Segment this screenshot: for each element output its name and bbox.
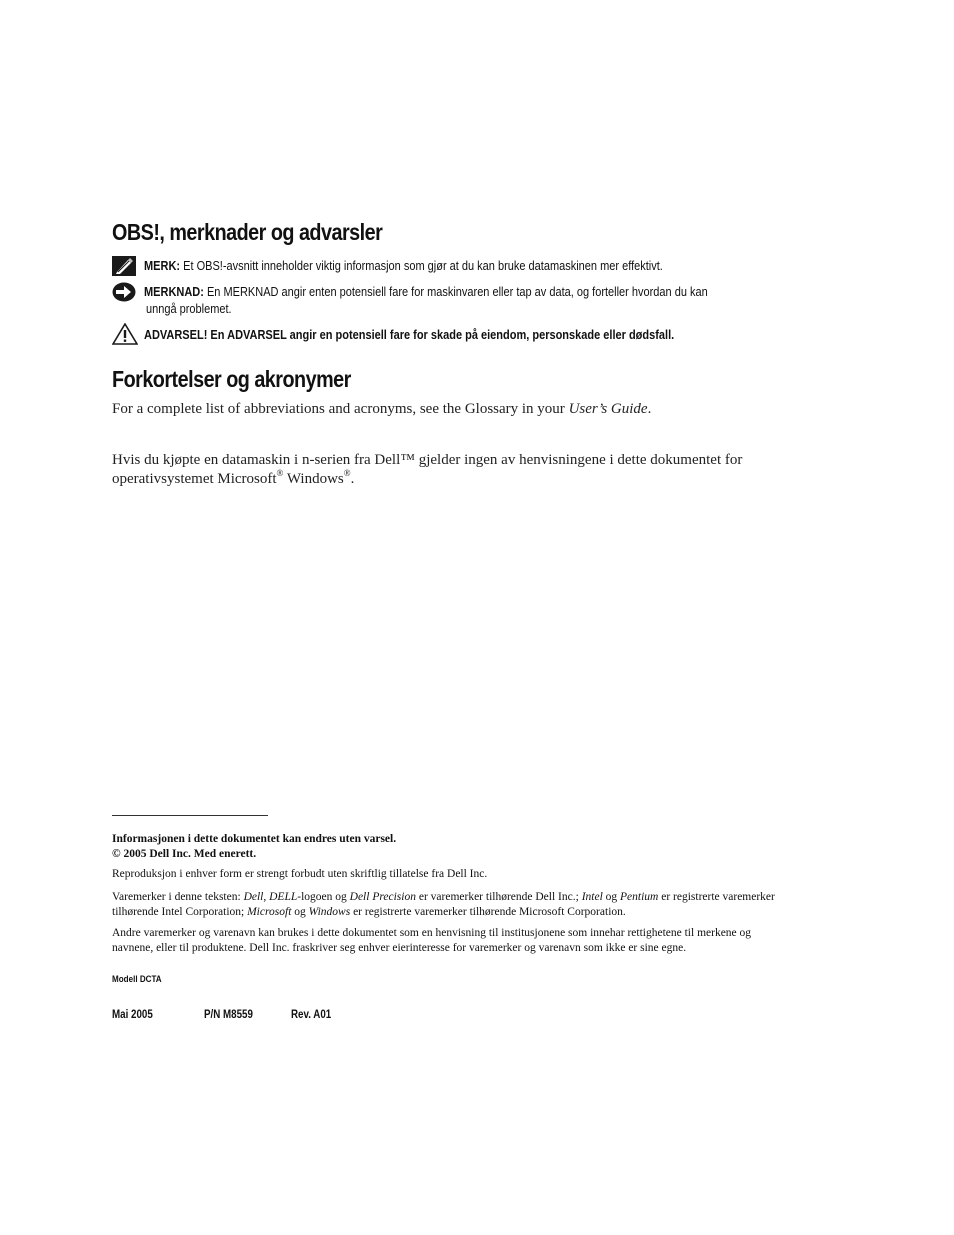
- para-text: .: [647, 401, 652, 417]
- trademark-line: Varemerker i denne teksten: Dell, DELL-logoen og Dell Precision er varemerker tilhørende Dell Inc.; Intel og Pentium er registrerte varemerker: [112, 891, 775, 903]
- note-body: En ADVARSEL angir en potensiell fare for skade på eiendom, personskade eller dødsfall.: [210, 328, 675, 342]
- warning-triangle-icon: [112, 323, 138, 348]
- note-merknad: [112, 282, 832, 318]
- note-body: En MERKNAD angir enten potensiell fare for maskinvaren eller tap av data, og forteller hvordan du kan: [206, 285, 708, 299]
- change-notice: [112, 832, 396, 861]
- section-heading-abbreviations: Forkortelser og akronymer: [112, 366, 351, 392]
- note-label: ADVARSEL!: [144, 328, 208, 342]
- note-body: Et OBS!-avsnitt inneholder viktig informasjon som gjør at du kan bruke datamaskinen mer effektivt.: [183, 259, 663, 273]
- notice-line: navnene, eller til produktene. Dell Inc. fraskriver seg enhver eierinteresse for varemerker og varenavn som ikke er sine egne.: [112, 941, 687, 954]
- note-body-continued: unngå problemet.: [146, 302, 232, 316]
- para-text: .: [350, 471, 355, 487]
- footer-divider: [112, 815, 268, 816]
- abbreviations-paragraph: [112, 400, 651, 419]
- model-number: Modell DCTA: [112, 974, 162, 985]
- registered-mark: ®: [276, 468, 284, 478]
- note-label: MERKNAD:: [144, 285, 204, 299]
- publication-date: Mai 2005: [112, 1009, 153, 1021]
- revision: Rev. A01: [291, 1009, 332, 1021]
- trademarks-notice: [112, 890, 775, 919]
- note-label: MERK:: [144, 259, 181, 273]
- reproduction-notice: Reproduksjon i enhver form er strengt forbudt uten skriftlig tillatelse fra Dell Inc.: [112, 868, 488, 880]
- other-trademarks-notice: [112, 926, 751, 955]
- para-text: operativsystemet Microsoft: [112, 471, 277, 487]
- para-text: For a complete list of abbreviations and acronyms, see the Glossary in your: [112, 401, 569, 417]
- note-merk: [112, 256, 832, 278]
- trademark-line: tilhørende Intel Corporation; Microsoft og Windows er registrerte varemerker tilhørende Microsoft Corporation.: [112, 905, 626, 918]
- notice-arrow-icon: [112, 282, 136, 305]
- users-guide-title: User’s Guide: [568, 401, 648, 417]
- para-line: [112, 470, 742, 489]
- notice-line: Andre varemerker og varenavn kan brukes i dette dokumentet som en henvisning til institusjonene som innehar rettighetene til merkene og: [112, 927, 752, 939]
- section-heading-notes: OBS!, merknader og advarsler: [112, 219, 383, 245]
- para-text: Windows: [283, 471, 344, 487]
- n-series-paragraph: [112, 451, 742, 489]
- pencil-note-icon: [112, 256, 136, 279]
- part-number: P/N M8559: [204, 1009, 253, 1021]
- para-line: Hvis du kjøpte en datamaskin i n-serien fra Dell™ gjelder ingen av henvisningene i dette dokumentet for: [112, 452, 743, 468]
- copyright-line: © 2005 Dell Inc. Med enerett.: [112, 847, 257, 860]
- registered-mark: ®: [343, 468, 351, 478]
- note-advarsel: [112, 323, 832, 347]
- notice-line: Informasjonen i dette dokumentet kan endres uten varsel.: [112, 833, 397, 845]
